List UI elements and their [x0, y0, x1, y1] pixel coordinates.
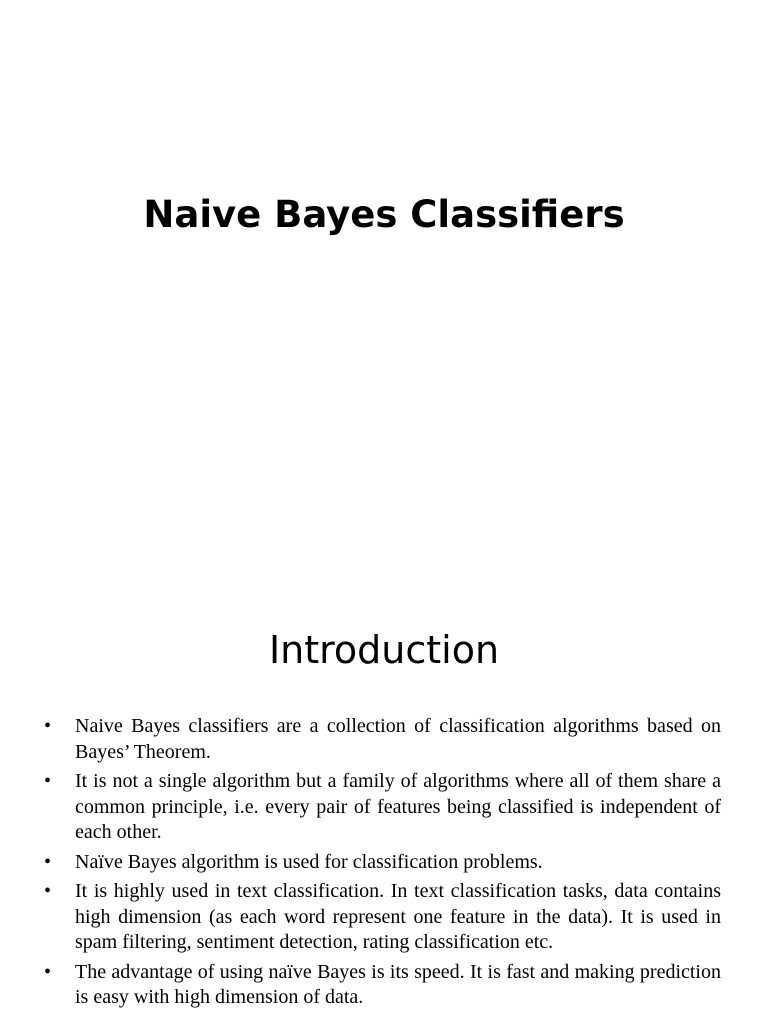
- bullet-text: It is highly used in text classification. In text classification tasks, data contains high dimension (as each word represent one feature in the data). It is used in spam filtering, sentiment detection, rating classification etc.: [75, 880, 721, 953]
- bullet-icon: •: [44, 880, 52, 902]
- bullet-icon: •: [44, 850, 52, 873]
- bullet-text: It is not a single algorithm but a family of algorithms where all of them share a common principle, i.e. every pair of features being classified is independent of each other.: [75, 770, 721, 843]
- bullet-item: [44, 769, 721, 846]
- slide-title: Naive Bayes Classifiers: [143, 193, 625, 236]
- bullet-icon: •: [44, 960, 52, 983]
- bullet-icon: •: [44, 770, 52, 792]
- section-heading: Introduction: [268, 628, 500, 672]
- bullet-item: [44, 850, 721, 876]
- bullet-text: Naïve Bayes algorithm is used for classification problems.: [75, 850, 543, 873]
- bullet-icon: •: [44, 715, 52, 737]
- bullet-text: Naive Bayes classifiers are a collection of classification algorithms based on Bayes’ Theorem.: [75, 715, 721, 763]
- bullet-text: The advantage of using naïve Bayes is its speed. It is fast and making prediction is easy with high dimension of data.: [75, 960, 721, 1008]
- bullet-item: [44, 714, 721, 765]
- bullet-item: [44, 879, 721, 956]
- bullet-list: [44, 714, 721, 1015]
- bullet-item: [44, 960, 721, 1011]
